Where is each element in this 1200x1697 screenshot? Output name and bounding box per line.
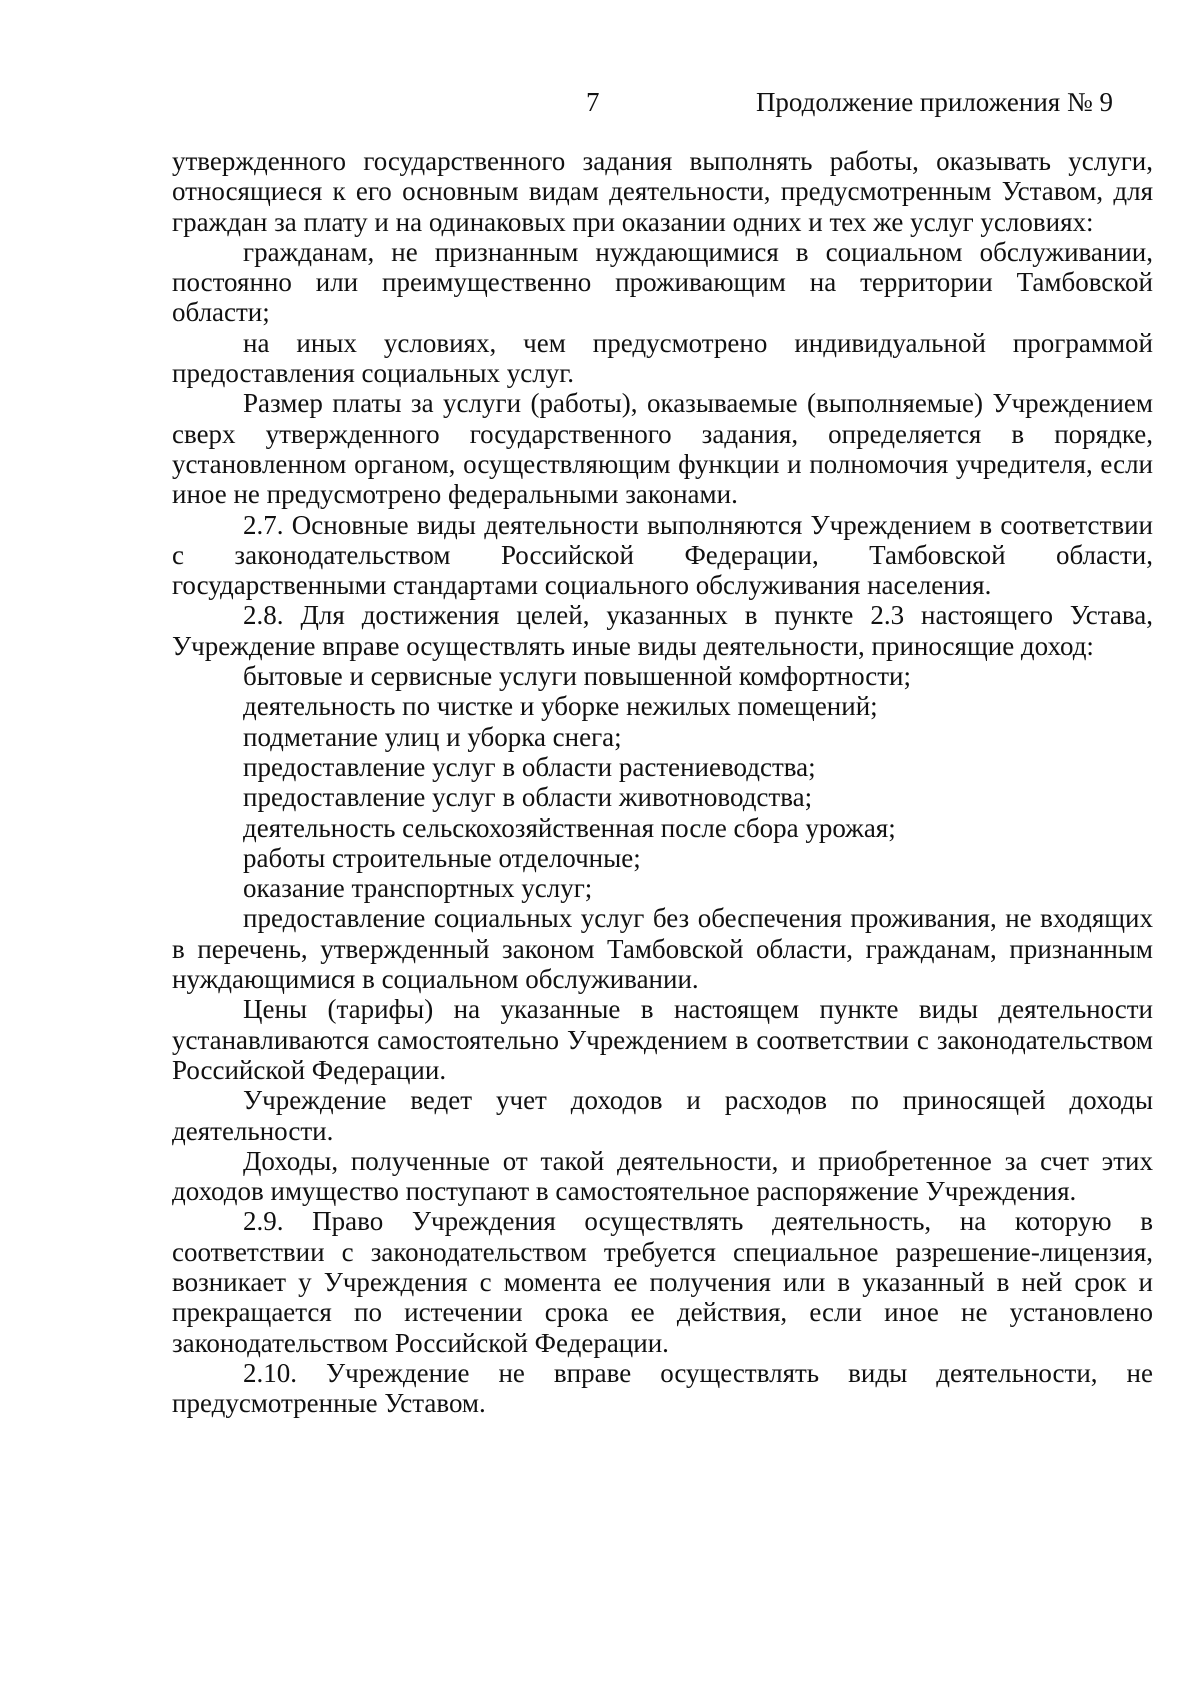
paragraph: Учреждение ведет учет доходов и расходов по приносящей доходы деятельности. <box>172 1085 1153 1146</box>
paragraph: Цены (тарифы) на указанные в настоящем пункте виды деятельности устанавливаются самостоятельно Учреждением в соответствии с законодательством Российской Федерации. <box>172 994 1153 1085</box>
list-item: предоставление социальных услуг без обеспечения проживания, не входящих в перечень, утвержденный законом Тамбовской области, гражданам, признанным нуждающимися в социальном обслуживании. <box>172 903 1153 995</box>
running-header: Продолжение приложения № 9 <box>755 87 1113 117</box>
paragraph: 2.7. Основные виды деятельности выполняются Учреждением в соответствии с законодательством Российской Федерации, Тамбовской области, государственными стандартами социального обслуживания населения. <box>172 509 1153 601</box>
paragraph: Размер платы за услуги (работы), оказываемые (выполняемые) Учреждением сверх утвержденного государственного задания, определяется в порядке, установленном органом, осуществляющим функции и полномочия учредителя, если иное не предусмотрено федеральными законами. <box>172 388 1153 510</box>
list-item: деятельность по чистке и уборке нежилых помещений; <box>243 691 878 722</box>
paragraph: на иных условиях, чем предусмотрено индивидуальной программой предоставления социальных услуг. <box>172 327 1153 389</box>
list-item: оказание транспортных услуг; <box>243 873 593 904</box>
paragraph: Доходы, полученные от такой деятельности, и приобретенное за счет этих доходов имущество поступают в самостоятельное распоряжение Учреждения. <box>172 1145 1153 1207</box>
paragraph: 2.9. Право Учреждения осуществлять деятельность, на которую в соответствии с законодательством требуется специальное разрешение-лицензия, возникает у Учреждения с момента ее получения или в указанный в ней срок и прекращается по истечении срока ее действия, если иное не установлено законодательством Российской Федерации. <box>172 1206 1153 1358</box>
list-item: подметание улиц и уборка снега; <box>243 721 622 752</box>
list-item: предоставление услуг в области растениеводства; <box>243 751 816 782</box>
body-text <box>172 146 1153 1418</box>
page-number: 7 <box>586 87 600 117</box>
paragraph: утвержденного государственного задания выполнять работы, оказывать услуги, относящиеся к его основным видам деятельности, предусмотренным Уставом, для граждан за плату и на одинаковых при оказании одних и тех же услуг условиях: <box>172 146 1153 237</box>
list-item: деятельность сельскохозяйственная после сбора урожая; <box>243 812 896 843</box>
list-item: предоставление услуг в области животноводства; <box>243 782 813 813</box>
list-item: работы строительные отделочные; <box>243 842 641 873</box>
list-item: бытовые и сервисные услуги повышенной комфортности; <box>243 661 911 692</box>
paragraph: гражданам, не признанным нуждающимися в социальном обслуживании, постоянно или преимущественно проживающим на территории Тамбовской области; <box>172 236 1153 328</box>
paragraph: 2.10. Учреждение не вправе осуществлять виды деятельности, не предусмотренные Уставом. <box>172 1357 1153 1419</box>
paragraph: 2.8. Для достижения целей, указанных в пункте 2.3 настоящего Устава, Учреждение вправе осуществлять иные виды деятельности, приносящие доход: <box>172 600 1153 661</box>
